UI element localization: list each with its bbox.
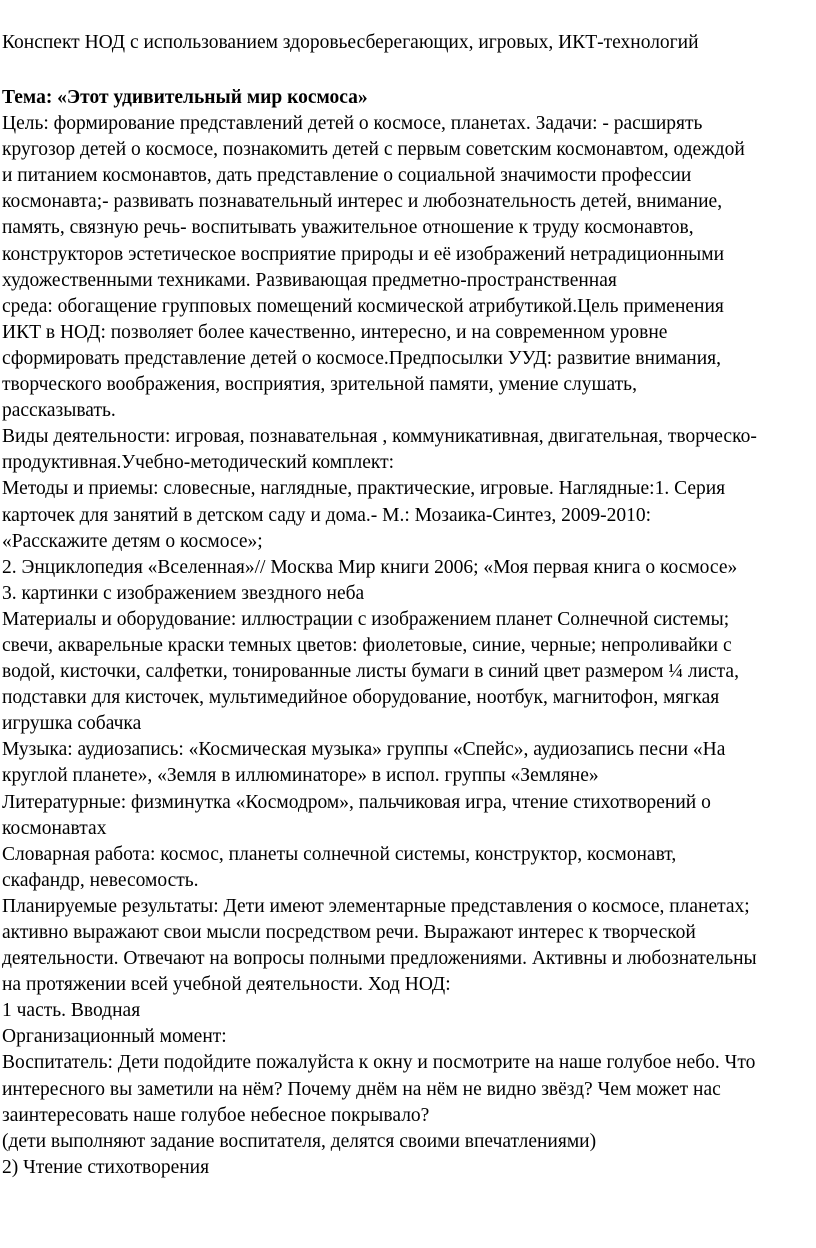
- body-line: свечи, акварельные краски темных цветов: фиолетовые, синие, черные; непроливайки с: [2, 634, 732, 656]
- body-line: подставки для кисточек, мультимедийное оборудование, ноотбук, магнитофон, мягкая: [2, 687, 720, 709]
- body-line: 2) Чтение стихотворения: [2, 1156, 210, 1178]
- body-line: космонавтах: [2, 817, 107, 839]
- body-line: среда: обогащение групповых помещений космической атрибутикой.Цель применения: [2, 295, 724, 317]
- body-line: карточек для занятий в детском саду и дома.- М.: Мозаика-Синтез, 2009-2010:: [2, 504, 652, 526]
- body-line: художественными техниками. Развивающая предметно-пространственная: [2, 269, 617, 291]
- document-body: [2, 85, 814, 1181]
- body-line: «Расскажите детям о космосе»;: [2, 530, 263, 552]
- body-line: космонавта;- развивать познавательный интерес и любознательность детей, внимание,: [2, 191, 723, 213]
- body-line: 1 часть. Вводная: [2, 1000, 141, 1022]
- body-line: рассказывать.: [2, 400, 116, 422]
- body-line: интересного вы заметили на нём? Почему днём на нём не видно звёзд? Чем может нас: [2, 1078, 721, 1100]
- body-line: кругозор детей о космосе, познакомить детей с первым советским космонавтом, одеждой: [2, 139, 745, 161]
- body-line: заинтересовать наше голубое небесное покрывало?: [2, 1104, 430, 1126]
- body-line: память, связную речь- воспитывать уважительное отношение к труду космонавтов,: [2, 217, 694, 239]
- body-line: активно выражают свои мысли посредством речи. Выражают интерес к творческой: [2, 922, 696, 943]
- document-title: Конспект НОД с использованием здоровьесберегающих, игровых, ИКТ-технологий: [2, 32, 699, 53]
- body-line: игрушка собачка: [2, 713, 142, 735]
- body-line: Планируемые результаты: Дети имеют элементарные представления о космосе, планетах;: [2, 895, 750, 917]
- body-line: продуктивная.Учебно-методический комплект:: [2, 452, 395, 474]
- body-line: Словарная работа: космос, планеты солнечной системы, конструктор, космонавт,: [2, 843, 677, 865]
- body-line: и питанием космонавтов, дать представление о социальной значимости профессии: [2, 165, 692, 187]
- body-line: круглой планете», «Земля в иллюминаторе» в испол. группы «Земляне»: [2, 765, 599, 787]
- body-line: сформировать представление детей о космосе.Предпосылки УУД: развитие внимания,: [2, 347, 721, 369]
- body-line: творческого воображения, восприятия, зрительной памяти, умение слушать,: [2, 374, 637, 396]
- body-line: (дети выполняют задание воспитателя, делятся своими впечатлениями): [2, 1130, 597, 1152]
- topic-heading: Тема: «Этот удивительный мир космоса»: [2, 87, 368, 108]
- body-line: ИКТ в НОД: позволяет более качественно, интересно, и на современном уровне: [2, 321, 668, 343]
- body-line: Музыка: аудиозапись: «Космическая музыка» группы «Спейс», аудиозапись песни «На: [2, 739, 726, 761]
- body-line: водой, кисточки, салфетки, тонированные листы бумаги в синий цвет размером ¼ листа,: [2, 661, 739, 683]
- body-line: конструкторов эстетическое восприятие природы и её изображений нетрадиционными: [2, 243, 725, 265]
- body-line: деятельности. Отвечают на вопросы полными предложениями. Активны и любознательны: [2, 948, 757, 970]
- body-line: Литературные: физминутка «Космодром», пальчиковая игра, чтение стихотворений о: [2, 791, 711, 813]
- body-line: 2. Энциклопедия «Вселенная»// Москва Мир книги 2006; «Моя первая книга о космосе»: [2, 556, 738, 578]
- body-line: скафандр, невесомость.: [2, 869, 199, 891]
- body-line: на протяжении всей учебной деятельности. Ход НОД:: [2, 974, 451, 996]
- body-line: 3. картинки с изображением звездного неба: [2, 582, 365, 604]
- body-line: Цель: формирование представлений детей о космосе, планетах. Задачи: - расширять: [2, 113, 703, 135]
- body-line: Методы и приемы: словесные, наглядные, практические, игровые. Наглядные:1. Серия: [2, 478, 726, 500]
- body-line: Воспитатель: Дети подойдите пожалуйста к окну и посмотрите на наше голубое небо. Что: [2, 1052, 756, 1074]
- body-line: Организационный момент:: [2, 1026, 227, 1048]
- body-line: Виды деятельности: игровая, познавательная , коммуникативная, двигательная, творческо-: [2, 426, 757, 448]
- body-line: Материалы и оборудование: иллюстрации с изображением планет Солнечной системы;: [2, 608, 730, 630]
